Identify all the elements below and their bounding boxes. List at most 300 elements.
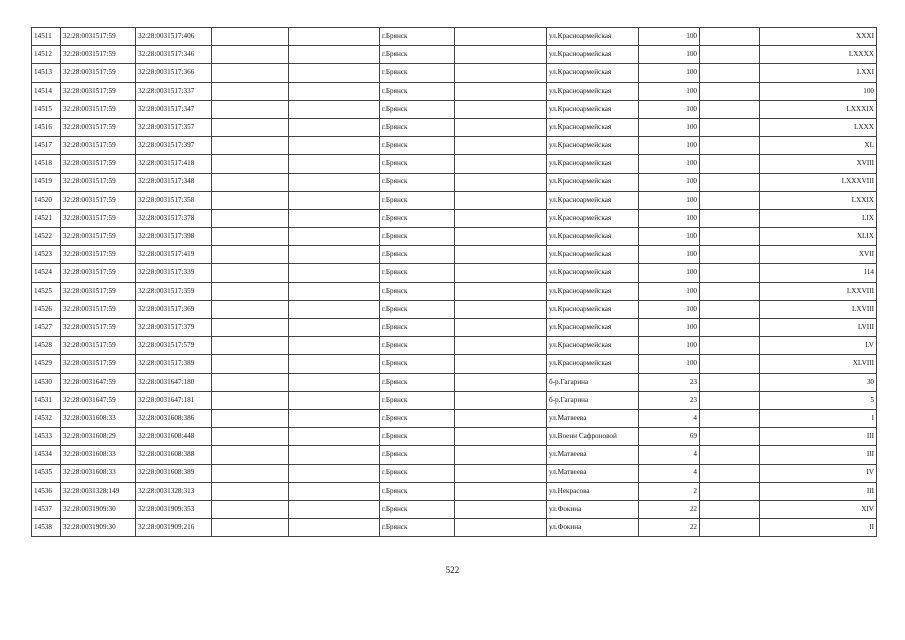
cell-cadastral-number: 32:28:0031328:313 bbox=[136, 482, 212, 500]
cell-row-number: 14516 bbox=[32, 118, 61, 136]
cell-unit-number: I bbox=[760, 409, 877, 427]
table-row bbox=[32, 519, 877, 537]
cell-city: г.Брянск bbox=[380, 355, 455, 373]
cell-city: г.Брянск bbox=[380, 482, 455, 500]
cell-empty-col-5 bbox=[289, 519, 380, 537]
cell-house-number: 100 bbox=[639, 246, 700, 264]
cell-street: ул.Красноармейская bbox=[547, 355, 639, 373]
cell-unit-number: LVIII bbox=[760, 319, 877, 337]
cell-empty-col-4 bbox=[212, 264, 289, 282]
cell-empty-col-5 bbox=[289, 500, 380, 518]
cell-empty-col-10 bbox=[700, 519, 760, 537]
cell-empty-col-4 bbox=[212, 319, 289, 337]
cell-house-number: 4 bbox=[639, 464, 700, 482]
cell-city: г.Брянск bbox=[380, 300, 455, 318]
cell-empty-col-7 bbox=[455, 100, 547, 118]
cell-empty-col-10 bbox=[700, 428, 760, 446]
cell-empty-col-10 bbox=[700, 64, 760, 82]
cell-row-number: 14512 bbox=[32, 46, 61, 64]
cell-city: г.Брянск bbox=[380, 409, 455, 427]
cell-empty-col-10 bbox=[700, 464, 760, 482]
register-table-container bbox=[31, 27, 877, 537]
cell-house-number: 100 bbox=[639, 319, 700, 337]
cell-city: г.Брянск bbox=[380, 500, 455, 518]
cell-street: ул.Военн Сафроновой bbox=[547, 428, 639, 446]
cell-cadastral-number: 32:28:0031517:359 bbox=[136, 282, 212, 300]
cell-house-number: 100 bbox=[639, 137, 700, 155]
cell-parent-cadastral-number: 32:28:0031517:59 bbox=[61, 82, 136, 100]
cell-row-number: 14524 bbox=[32, 264, 61, 282]
cell-parent-cadastral-number: 32:28:0031517:59 bbox=[61, 137, 136, 155]
cell-empty-col-10 bbox=[700, 28, 760, 46]
cell-house-number: 2 bbox=[639, 482, 700, 500]
cell-street: ул.Красноармейская bbox=[547, 264, 639, 282]
cell-empty-col-5 bbox=[289, 173, 380, 191]
cell-unit-number: LXXI bbox=[760, 64, 877, 82]
table-row bbox=[32, 337, 877, 355]
cell-empty-col-4 bbox=[212, 373, 289, 391]
cell-empty-col-5 bbox=[289, 191, 380, 209]
cell-unit-number: XVIII bbox=[760, 155, 877, 173]
cell-row-number: 14534 bbox=[32, 446, 61, 464]
cell-empty-col-5 bbox=[289, 300, 380, 318]
cell-unit-number: 114 bbox=[760, 264, 877, 282]
cell-city: г.Брянск bbox=[380, 319, 455, 337]
cell-empty-col-5 bbox=[289, 409, 380, 427]
cell-parent-cadastral-number: 32:28:0031517:59 bbox=[61, 209, 136, 227]
cell-cadastral-number: 32:28:0031608:448 bbox=[136, 428, 212, 446]
table-row bbox=[32, 428, 877, 446]
cell-house-number: 100 bbox=[639, 191, 700, 209]
cell-street: ул.Красноармейская bbox=[547, 319, 639, 337]
cell-empty-col-7 bbox=[455, 246, 547, 264]
cell-empty-col-7 bbox=[455, 118, 547, 136]
cell-unit-number: XL bbox=[760, 137, 877, 155]
cell-cadastral-number: 32:28:0031517:347 bbox=[136, 100, 212, 118]
cell-unit-number: III bbox=[760, 446, 877, 464]
register-table bbox=[31, 27, 877, 537]
cell-row-number: 14536 bbox=[32, 482, 61, 500]
cell-parent-cadastral-number: 32:28:0031909:30 bbox=[61, 500, 136, 518]
cell-cadastral-number: 32:28:0031517:337 bbox=[136, 82, 212, 100]
table-row bbox=[32, 191, 877, 209]
table-row bbox=[32, 500, 877, 518]
cell-empty-col-10 bbox=[700, 209, 760, 227]
cell-unit-number: III bbox=[760, 428, 877, 446]
cell-unit-number: LV bbox=[760, 337, 877, 355]
cell-empty-col-7 bbox=[455, 28, 547, 46]
cell-empty-col-7 bbox=[455, 137, 547, 155]
cell-parent-cadastral-number: 32:28:0031517:59 bbox=[61, 337, 136, 355]
cell-empty-col-7 bbox=[455, 391, 547, 409]
table-row bbox=[32, 173, 877, 191]
cell-street: ул.Красноармейская bbox=[547, 64, 639, 82]
cell-parent-cadastral-number: 32:28:0031517:59 bbox=[61, 282, 136, 300]
cell-empty-col-10 bbox=[700, 319, 760, 337]
cell-empty-col-4 bbox=[212, 137, 289, 155]
cell-unit-number: LXVIII bbox=[760, 300, 877, 318]
cell-city: г.Брянск bbox=[380, 373, 455, 391]
cell-empty-col-4 bbox=[212, 228, 289, 246]
cell-empty-col-4 bbox=[212, 100, 289, 118]
cell-unit-number: 5 bbox=[760, 391, 877, 409]
cell-house-number: 100 bbox=[639, 82, 700, 100]
table-row bbox=[32, 373, 877, 391]
cell-empty-col-10 bbox=[700, 409, 760, 427]
cell-city: г.Брянск bbox=[380, 209, 455, 227]
cell-street: ул.Красноармейская bbox=[547, 100, 639, 118]
cell-parent-cadastral-number: 32:28:0031517:59 bbox=[61, 264, 136, 282]
cell-cadastral-number: 32:28:0031517:378 bbox=[136, 209, 212, 227]
cell-unit-number: XIV bbox=[760, 500, 877, 518]
cell-cadastral-number: 32:28:0031517:419 bbox=[136, 246, 212, 264]
cell-empty-col-5 bbox=[289, 246, 380, 264]
cell-city: г.Брянск bbox=[380, 428, 455, 446]
cell-empty-col-10 bbox=[700, 228, 760, 246]
cell-parent-cadastral-number: 32:28:0031517:59 bbox=[61, 46, 136, 64]
cell-empty-col-7 bbox=[455, 173, 547, 191]
cell-parent-cadastral-number: 32:28:0031517:59 bbox=[61, 64, 136, 82]
cell-empty-col-4 bbox=[212, 391, 289, 409]
cell-street: ул.Красноармейская bbox=[547, 246, 639, 264]
cell-house-number: 100 bbox=[639, 355, 700, 373]
cell-cadastral-number: 32:28:0031517:339 bbox=[136, 264, 212, 282]
cell-empty-col-10 bbox=[700, 282, 760, 300]
cell-row-number: 14529 bbox=[32, 355, 61, 373]
cell-parent-cadastral-number: 32:28:0031517:59 bbox=[61, 246, 136, 264]
cell-row-number: 14517 bbox=[32, 137, 61, 155]
table-row bbox=[32, 300, 877, 318]
cell-empty-col-10 bbox=[700, 155, 760, 173]
cell-cadastral-number: 32:28:0031517:418 bbox=[136, 155, 212, 173]
cell-parent-cadastral-number: 32:28:0031608:29 bbox=[61, 428, 136, 446]
cell-row-number: 14514 bbox=[32, 82, 61, 100]
cell-parent-cadastral-number: 32:28:0031608:33 bbox=[61, 446, 136, 464]
table-row bbox=[32, 282, 877, 300]
cell-city: г.Брянск bbox=[380, 391, 455, 409]
cell-empty-col-7 bbox=[455, 446, 547, 464]
cell-unit-number: LIX bbox=[760, 209, 877, 227]
cell-empty-col-4 bbox=[212, 28, 289, 46]
cell-empty-col-5 bbox=[289, 482, 380, 500]
cell-unit-number: XLIX bbox=[760, 228, 877, 246]
cell-row-number: 14519 bbox=[32, 173, 61, 191]
cell-empty-col-4 bbox=[212, 155, 289, 173]
cell-empty-col-4 bbox=[212, 82, 289, 100]
cell-empty-col-5 bbox=[289, 464, 380, 482]
cell-empty-col-4 bbox=[212, 118, 289, 136]
table-row bbox=[32, 228, 877, 246]
cell-empty-col-5 bbox=[289, 428, 380, 446]
cell-street: ул.Красноармейская bbox=[547, 191, 639, 209]
cell-empty-col-10 bbox=[700, 355, 760, 373]
cell-empty-col-5 bbox=[289, 282, 380, 300]
cell-unit-number: II bbox=[760, 519, 877, 537]
cell-unit-number: XVII bbox=[760, 246, 877, 264]
cell-street: ул.Красноармейская bbox=[547, 228, 639, 246]
cell-cadastral-number: 32:28:0031517:398 bbox=[136, 228, 212, 246]
cell-unit-number: LXXXVIII bbox=[760, 173, 877, 191]
cell-street: ул.Фокина bbox=[547, 500, 639, 518]
cell-parent-cadastral-number: 32:28:0031517:59 bbox=[61, 300, 136, 318]
cell-empty-col-5 bbox=[289, 82, 380, 100]
cell-parent-cadastral-number: 32:28:0031517:59 bbox=[61, 173, 136, 191]
cell-street: ул.Красноармейская bbox=[547, 137, 639, 155]
cell-row-number: 14513 bbox=[32, 64, 61, 82]
cell-unit-number: 100 bbox=[760, 82, 877, 100]
table-row bbox=[32, 46, 877, 64]
cell-unit-number: XXXI bbox=[760, 28, 877, 46]
cell-house-number: 100 bbox=[639, 118, 700, 136]
table-row bbox=[32, 155, 877, 173]
cell-empty-col-7 bbox=[455, 64, 547, 82]
table-row bbox=[32, 446, 877, 464]
cell-parent-cadastral-number: 32:28:0031608:33 bbox=[61, 409, 136, 427]
cell-house-number: 22 bbox=[639, 519, 700, 537]
cell-house-number: 23 bbox=[639, 373, 700, 391]
cell-parent-cadastral-number: 32:28:0031517:59 bbox=[61, 28, 136, 46]
cell-empty-col-4 bbox=[212, 446, 289, 464]
cell-house-number: 100 bbox=[639, 46, 700, 64]
cell-house-number: 100 bbox=[639, 28, 700, 46]
cell-row-number: 14528 bbox=[32, 337, 61, 355]
cell-parent-cadastral-number: 32:28:0031517:59 bbox=[61, 118, 136, 136]
cell-row-number: 14530 bbox=[32, 373, 61, 391]
cell-empty-col-10 bbox=[700, 246, 760, 264]
cell-empty-col-5 bbox=[289, 264, 380, 282]
cell-unit-number: LXXXX bbox=[760, 46, 877, 64]
cell-parent-cadastral-number: 32:28:0031517:59 bbox=[61, 100, 136, 118]
cell-cadastral-number: 32:28:0031909:216 bbox=[136, 519, 212, 537]
cell-street: ул.Красноармейская bbox=[547, 282, 639, 300]
cell-house-number: 100 bbox=[639, 100, 700, 118]
cell-empty-col-4 bbox=[212, 246, 289, 264]
cell-empty-col-7 bbox=[455, 191, 547, 209]
cell-house-number: 100 bbox=[639, 300, 700, 318]
cell-row-number: 14518 bbox=[32, 155, 61, 173]
cell-cadastral-number: 32:28:0031647:181 bbox=[136, 391, 212, 409]
cell-cadastral-number: 32:28:0031517:357 bbox=[136, 118, 212, 136]
cell-city: г.Брянск bbox=[380, 118, 455, 136]
cell-parent-cadastral-number: 32:28:0031909:30 bbox=[61, 519, 136, 537]
cell-empty-col-7 bbox=[455, 300, 547, 318]
cell-row-number: 14527 bbox=[32, 319, 61, 337]
cell-house-number: 100 bbox=[639, 282, 700, 300]
table-row bbox=[32, 264, 877, 282]
cell-unit-number: IV bbox=[760, 464, 877, 482]
cell-empty-col-7 bbox=[455, 482, 547, 500]
cell-house-number: 4 bbox=[639, 409, 700, 427]
cell-empty-col-10 bbox=[700, 46, 760, 64]
cell-house-number: 100 bbox=[639, 337, 700, 355]
cell-street: ул.Фокина bbox=[547, 519, 639, 537]
cell-row-number: 14533 bbox=[32, 428, 61, 446]
table-row bbox=[32, 82, 877, 100]
cell-cadastral-number: 32:28:0031647:180 bbox=[136, 373, 212, 391]
cell-empty-col-4 bbox=[212, 64, 289, 82]
table-row bbox=[32, 118, 877, 136]
cell-empty-col-4 bbox=[212, 191, 289, 209]
cell-empty-col-4 bbox=[212, 337, 289, 355]
cell-cadastral-number: 32:28:0031608:389 bbox=[136, 464, 212, 482]
table-row bbox=[32, 319, 877, 337]
cell-empty-col-4 bbox=[212, 500, 289, 518]
cell-street: ул.Некрасова bbox=[547, 482, 639, 500]
cell-street: ул.Красноармейская bbox=[547, 155, 639, 173]
cell-empty-col-10 bbox=[700, 482, 760, 500]
cell-empty-col-10 bbox=[700, 446, 760, 464]
cell-empty-col-5 bbox=[289, 319, 380, 337]
cell-city: г.Брянск bbox=[380, 137, 455, 155]
cell-empty-col-5 bbox=[289, 373, 380, 391]
cell-row-number: 14520 bbox=[32, 191, 61, 209]
cell-house-number: 69 bbox=[639, 428, 700, 446]
cell-cadastral-number: 32:28:0031517:348 bbox=[136, 173, 212, 191]
cell-city: г.Брянск bbox=[380, 173, 455, 191]
cell-empty-col-5 bbox=[289, 446, 380, 464]
cell-house-number: 100 bbox=[639, 155, 700, 173]
cell-empty-col-10 bbox=[700, 118, 760, 136]
cell-empty-col-10 bbox=[700, 191, 760, 209]
cell-unit-number: LXXVIII bbox=[760, 282, 877, 300]
cell-unit-number: LXXIX bbox=[760, 191, 877, 209]
cell-row-number: 14537 bbox=[32, 500, 61, 518]
cell-city: г.Брянск bbox=[380, 264, 455, 282]
cell-empty-col-7 bbox=[455, 282, 547, 300]
cell-cadastral-number: 32:28:0031517:389 bbox=[136, 355, 212, 373]
table-row bbox=[32, 246, 877, 264]
cell-city: г.Брянск bbox=[380, 228, 455, 246]
table-row bbox=[32, 100, 877, 118]
cell-empty-col-10 bbox=[700, 82, 760, 100]
cell-row-number: 14515 bbox=[32, 100, 61, 118]
cell-row-number: 14538 bbox=[32, 519, 61, 537]
cell-cadastral-number: 32:28:0031517:579 bbox=[136, 337, 212, 355]
cell-city: г.Брянск bbox=[380, 191, 455, 209]
cell-cadastral-number: 32:28:0031517:397 bbox=[136, 137, 212, 155]
cell-city: г.Брянск bbox=[380, 28, 455, 46]
cell-empty-col-7 bbox=[455, 82, 547, 100]
cell-empty-col-5 bbox=[289, 100, 380, 118]
cell-row-number: 14522 bbox=[32, 228, 61, 246]
cell-empty-col-4 bbox=[212, 173, 289, 191]
cell-empty-col-7 bbox=[455, 355, 547, 373]
cell-empty-col-5 bbox=[289, 46, 380, 64]
cell-city: г.Брянск bbox=[380, 446, 455, 464]
cell-row-number: 14532 bbox=[32, 409, 61, 427]
cell-row-number: 14531 bbox=[32, 391, 61, 409]
cell-unit-number: III bbox=[760, 482, 877, 500]
cell-house-number: 100 bbox=[639, 173, 700, 191]
cell-empty-col-5 bbox=[289, 391, 380, 409]
cell-empty-col-10 bbox=[700, 500, 760, 518]
cell-empty-col-7 bbox=[455, 319, 547, 337]
cell-empty-col-4 bbox=[212, 46, 289, 64]
table-row bbox=[32, 64, 877, 82]
cell-empty-col-7 bbox=[455, 46, 547, 64]
cell-row-number: 14521 bbox=[32, 209, 61, 227]
cell-street: ул.Красноармейская bbox=[547, 337, 639, 355]
cell-row-number: 14523 bbox=[32, 246, 61, 264]
cell-parent-cadastral-number: 32:28:0031517:59 bbox=[61, 191, 136, 209]
cell-city: г.Брянск bbox=[380, 100, 455, 118]
cell-empty-col-10 bbox=[700, 173, 760, 191]
cell-empty-col-10 bbox=[700, 391, 760, 409]
cell-empty-col-7 bbox=[455, 409, 547, 427]
cell-house-number: 22 bbox=[639, 500, 700, 518]
cell-parent-cadastral-number: 32:28:0031517:59 bbox=[61, 155, 136, 173]
cell-empty-col-4 bbox=[212, 519, 289, 537]
cell-empty-col-4 bbox=[212, 428, 289, 446]
cell-row-number: 14511 bbox=[32, 28, 61, 46]
cell-empty-col-10 bbox=[700, 264, 760, 282]
cell-empty-col-7 bbox=[455, 373, 547, 391]
cell-street: ул.Красноармейская bbox=[547, 28, 639, 46]
cell-row-number: 14535 bbox=[32, 464, 61, 482]
cell-house-number: 23 bbox=[639, 391, 700, 409]
cell-empty-col-7 bbox=[455, 264, 547, 282]
cell-street: б-р.Гагарина bbox=[547, 391, 639, 409]
cell-row-number: 14525 bbox=[32, 282, 61, 300]
cell-parent-cadastral-number: 32:28:0031328:149 bbox=[61, 482, 136, 500]
cell-empty-col-4 bbox=[212, 209, 289, 227]
cell-cadastral-number: 32:28:0031517:358 bbox=[136, 191, 212, 209]
cell-empty-col-5 bbox=[289, 137, 380, 155]
cell-empty-col-4 bbox=[212, 282, 289, 300]
cell-empty-col-10 bbox=[700, 337, 760, 355]
cell-street: ул.Красноармейская bbox=[547, 300, 639, 318]
cell-cadastral-number: 32:28:0031517:406 bbox=[136, 28, 212, 46]
cell-empty-col-5 bbox=[289, 64, 380, 82]
table-row bbox=[32, 482, 877, 500]
cell-empty-col-5 bbox=[289, 28, 380, 46]
cell-street: ул.Красноармейская bbox=[547, 118, 639, 136]
cell-empty-col-4 bbox=[212, 482, 289, 500]
cell-street: ул.Красноармейская bbox=[547, 46, 639, 64]
cell-empty-col-5 bbox=[289, 118, 380, 136]
cell-city: г.Брянск bbox=[380, 519, 455, 537]
cell-unit-number: XLVIII bbox=[760, 355, 877, 373]
cell-parent-cadastral-number: 32:28:0031647:59 bbox=[61, 391, 136, 409]
table-row bbox=[32, 391, 877, 409]
cell-empty-col-7 bbox=[455, 428, 547, 446]
cell-empty-col-7 bbox=[455, 464, 547, 482]
cell-street: ул.Красноармейская bbox=[547, 173, 639, 191]
cell-parent-cadastral-number: 32:28:0031608:33 bbox=[61, 464, 136, 482]
cell-city: г.Брянск bbox=[380, 337, 455, 355]
cell-unit-number: LXXX bbox=[760, 118, 877, 136]
cell-street: ул.Матвеева bbox=[547, 464, 639, 482]
cell-city: г.Брянск bbox=[380, 64, 455, 82]
cell-city: г.Брянск bbox=[380, 464, 455, 482]
cell-cadastral-number: 32:28:0031517:369 bbox=[136, 300, 212, 318]
register-table-body bbox=[32, 28, 877, 537]
cell-house-number: 100 bbox=[639, 264, 700, 282]
cell-empty-col-4 bbox=[212, 409, 289, 427]
cell-parent-cadastral-number: 32:28:0031517:59 bbox=[61, 319, 136, 337]
cell-parent-cadastral-number: 32:28:0031517:59 bbox=[61, 355, 136, 373]
cell-parent-cadastral-number: 32:28:0031517:59 bbox=[61, 228, 136, 246]
table-row bbox=[32, 137, 877, 155]
cell-cadastral-number: 32:28:0031517:379 bbox=[136, 319, 212, 337]
cell-city: г.Брянск bbox=[380, 282, 455, 300]
cell-house-number: 4 bbox=[639, 446, 700, 464]
cell-empty-col-10 bbox=[700, 100, 760, 118]
cell-house-number: 100 bbox=[639, 64, 700, 82]
cell-city: г.Брянск bbox=[380, 246, 455, 264]
cell-empty-col-4 bbox=[212, 300, 289, 318]
cell-empty-col-5 bbox=[289, 355, 380, 373]
